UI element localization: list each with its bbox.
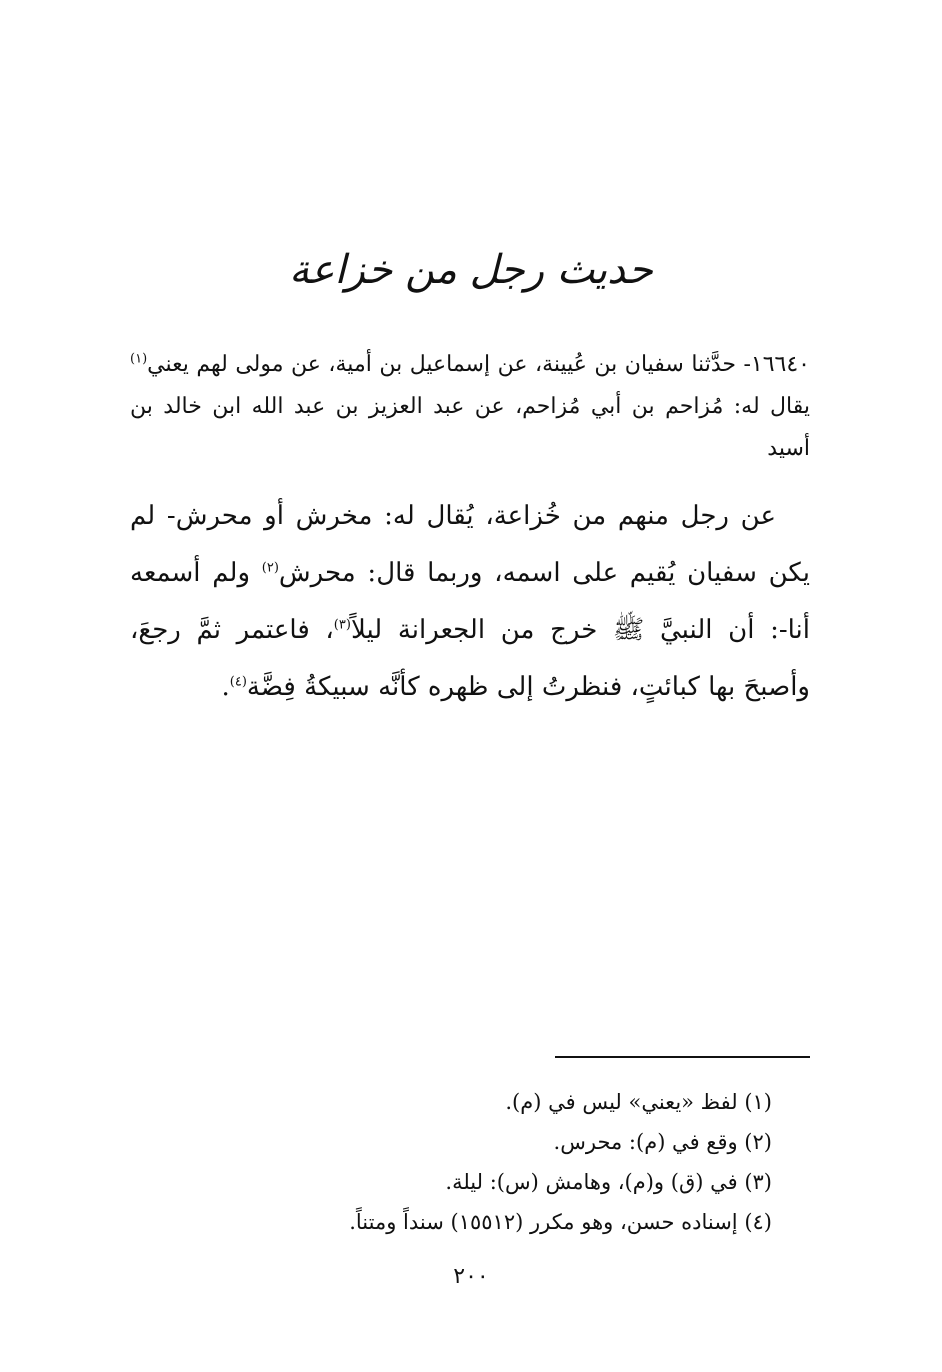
footnote-ref-3[interactable]: (٣) [333,617,351,633]
matn-text-part-1: عن رجل منهم من خُزاعة، يُقال له: مخرش أو محرش- لم يكن سفيان يُقيم على اسمه، وربما قال: محرش [130,501,810,588]
matn-text-part-2: ولم أسمعه أنا-: أن النبيَّ ﷺ خرج من الجعرانة ليلاً [130,558,810,645]
matn-text-part-4: . [221,672,230,702]
footnote-4: (٤) إسناده حسن، وهو مكرر (١٥٥١٢) سنداً ومتناً. [349,1210,772,1234]
footnote-divider [555,1056,810,1058]
isnad-text-start: ١٦٦٤٠- حدَّثنا سفيان بن عُيينة، عن إسماعيل بن أمية، عن مولى لهم يعني [147,352,810,377]
footnotes-section [132,1082,772,1242]
footnote-3: (٣) في (ق) و(م)، وهامش (س): ليلة. [445,1170,772,1194]
footnote-ref-2[interactable]: (٢) [261,560,279,576]
footnote-ref-4[interactable]: (٤) [229,674,247,690]
page-number: ٢٠٠ [453,1264,489,1289]
footnote-1: (١) لفظ «يعني» ليس في (م). [505,1090,772,1114]
isnad-text-end: يقال له: مُزاحم بن أبي مُزاحم، عن عبد العزيز بن عبد الله ابن خالد بن أسيد [130,394,810,461]
footnote-2: (٢) وقع في (م): محرس. [553,1130,772,1154]
hadith-isnad [130,344,810,470]
chapter-title: حديث رجل من خزاعة [289,247,653,293]
hadith-matn [130,488,810,716]
matn-text-part-3: ، فاعتمر ثمَّ رجعَ، وأصبحَ بها كبائتٍ، فنظرتُ إلى ظهره كأنَّه سبيكةُ فِضَّة [130,615,810,702]
footnote-ref-1[interactable]: (١) [130,351,148,367]
